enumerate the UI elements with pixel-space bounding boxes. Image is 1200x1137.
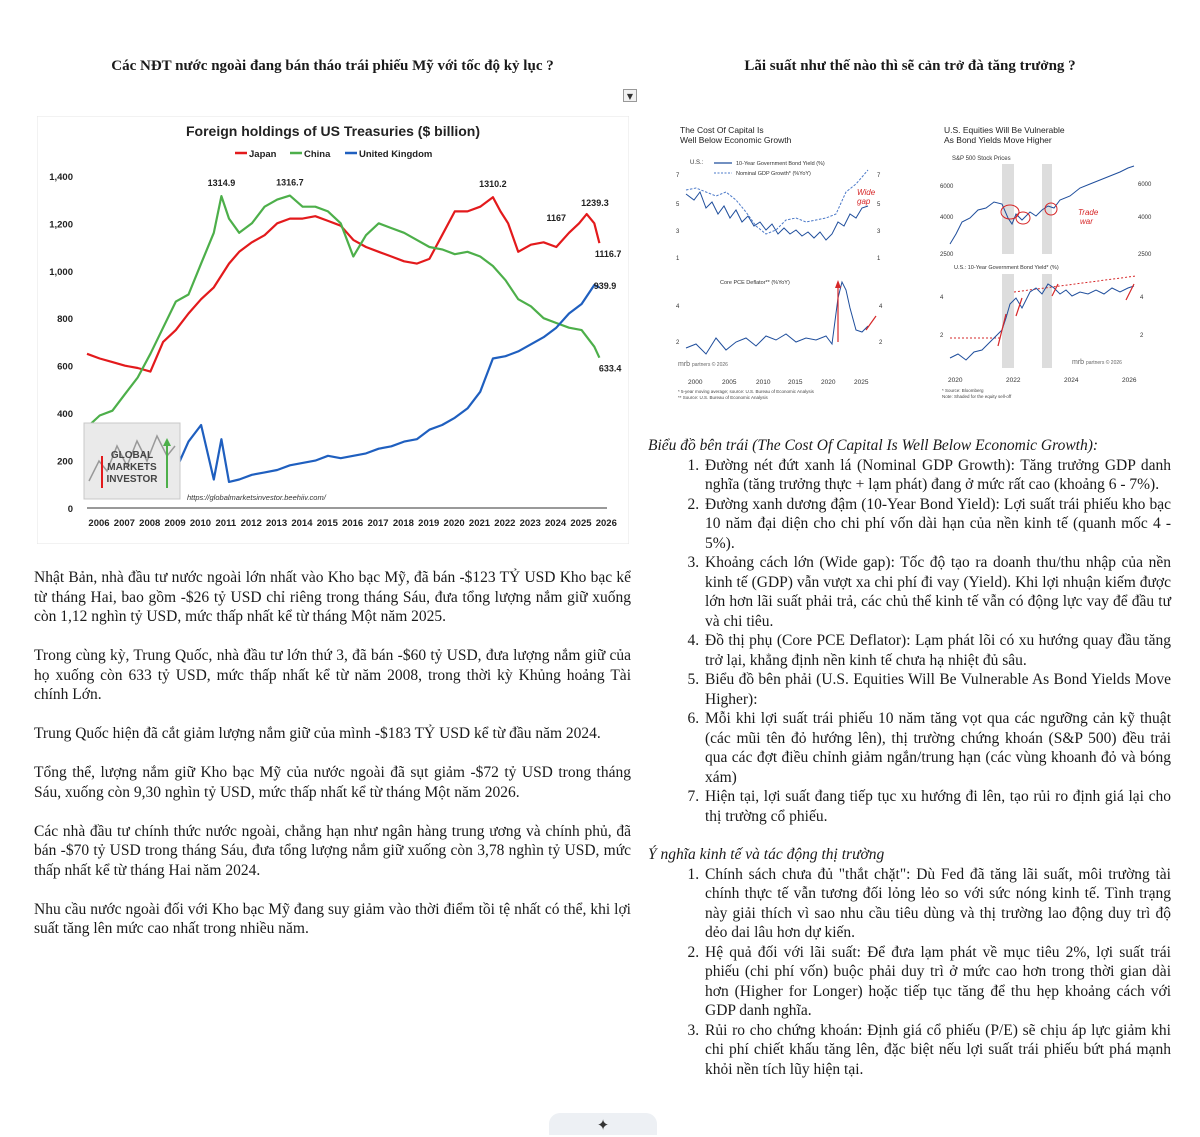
list-item: 3. Rủi ro cho chứng khoán: Định giá cổ phiếu (P/E) sẽ chịu áp lực giảm khi chi phí chiết khấu tăng lên, đặc biệt nếu lợi suất trái phiếu bứt phá mạnh khỏi nền tích lũy hiện tại. xyxy=(703,1021,1171,1080)
x-tick-label: 2023 xyxy=(519,518,541,529)
chart-source-url: https://globalmarketsinvestor.beehiiv.com/ xyxy=(187,493,326,502)
list-item: 2. Hệ quả đối với lãi suất: Để đưa lạm phát về mục tiêu 2%, lợi suất trái phiếu (chi phí vốn) buộc phải duy trì ở mức cao hơn trong thời gian dài hơn (Higher for Longer) hoặc tiếp tục tăng để thu hẹp khoảng cách với GDP danh nghĩa. xyxy=(703,943,1171,1021)
left-paragraph: Nhật Bản, nhà đầu tư nước ngoài lớn nhất vào Kho bạc Mỹ, đã bán -$123 TỶ USD Kho bạc kể từ tháng Hai, bao gồm -$26 tỷ USD chỉ riêng trong tháng Sáu, đưa tổng lượng nắm giữ xuống còn 1,12 nghìn tỷ USD, mức thấp nhất kể từ tháng Một năm 2025. xyxy=(34,569,631,625)
x-tick-label: 2020 xyxy=(443,518,465,529)
svg-text:2024: 2024 xyxy=(1064,377,1079,384)
data-label: 939.9 xyxy=(593,281,617,292)
list-item: 2. Đường xanh dương đậm (10-Year Bond Yield): Lợi suất trái phiếu kho bạc 10 năm đại diện cho chi phí vốn dài hạn của nền kinh tế (quanh mốc 4 - 5%). xyxy=(703,495,1171,554)
x-tick-label: 2006 xyxy=(88,518,110,529)
svg-text:2026: 2026 xyxy=(1122,377,1137,384)
svg-text:6000: 6000 xyxy=(940,184,954,190)
sc2-brand: mrb partners © 2026 xyxy=(1072,359,1122,366)
sc1-footnote-2: ** Source: U.S. Bureau of Economic Analysis xyxy=(678,395,768,400)
data-label: 1116.7 xyxy=(594,249,622,260)
svg-text:6000: 6000 xyxy=(1138,182,1152,188)
x-tick-label: 2013 xyxy=(265,518,288,529)
data-label: 1239.3 xyxy=(581,197,609,208)
y-tick-label: 1,000 xyxy=(49,266,73,278)
equities-vulnerable-chart xyxy=(940,122,1162,400)
right-article xyxy=(648,436,1171,1098)
svg-text:5: 5 xyxy=(676,202,680,208)
svg-text:4: 4 xyxy=(1140,295,1144,301)
x-tick-label: 2026 xyxy=(595,518,617,529)
watermark-text: GLOBAL MARKETS INVESTOR xyxy=(106,450,158,485)
y-tick-label: 200 xyxy=(57,456,73,468)
x-tick-label: 2022 xyxy=(494,518,516,529)
y-tick-label: 800 xyxy=(57,314,73,326)
data-label: 633.4 xyxy=(598,363,622,374)
sc2-footnote-1: * Source: Bloomberg xyxy=(942,388,984,393)
sc2-title: U.S. Equities Will Be Vulnerable As Bond Yields Move Higher xyxy=(944,125,1065,145)
left-article xyxy=(34,568,631,958)
foreign-holdings-chart xyxy=(37,116,629,544)
right-heading: Lãi suất như thế nào thì sẽ cản trở đà tăng trưởng ? xyxy=(744,58,1076,74)
sc1-region-tag: U.S.: xyxy=(690,160,704,166)
legend-label: Japan xyxy=(249,149,277,160)
x-tick-label: 2015 xyxy=(316,518,338,529)
list-item: 5. Biểu đồ bên phải (U.S. Equities Will Be Vulnerable As Bond Yields Move Higher): xyxy=(703,670,1171,709)
impact-list xyxy=(648,865,1171,1080)
svg-text:1: 1 xyxy=(676,256,680,262)
left-paragraph: Tổng thể, lượng nắm giữ Kho bạc Mỹ của nước ngoài đã sụt giảm -$72 tỷ USD trong tháng Sáu, xuống còn 9,30 nghìn tỷ USD, mức thấp nhất kể từ tháng Một năm 2026. xyxy=(34,764,631,801)
x-tick-label: 2018 xyxy=(392,518,414,529)
x-tick-label: 2011 xyxy=(215,518,237,529)
left-paragraph: Nhu cầu nước ngoài đối với Kho bạc Mỹ đang suy giảm vào thời điểm tồi tệ nhất có thể, khi lợi suất tăng lên mức cao nhất trong nhiều năm. xyxy=(34,900,631,937)
svg-text:2500: 2500 xyxy=(940,252,954,258)
svg-text:4: 4 xyxy=(940,295,944,301)
cost-of-capital-chart xyxy=(676,122,883,400)
svg-text:2015: 2015 xyxy=(788,379,803,386)
section-title-charts: Biểu đồ bên trái (The Cost Of Capital Is Well Below Economic Growth): xyxy=(648,437,1099,454)
svg-text:2020: 2020 xyxy=(948,377,963,384)
svg-text:2020: 2020 xyxy=(821,379,836,386)
list-item: 1. Đường nét đứt xanh lá (Nominal GDP Growth): Tăng trưởng GDP danh nghĩa (tăng trưởng thực + lạm phát) đang ở mức rất cao (khoảng 6 - 7%). xyxy=(703,456,1171,495)
sc1-legend-2: Nominal GDP Growth* (%YoY) xyxy=(736,171,811,177)
svg-text:4000: 4000 xyxy=(1138,215,1152,221)
sc1-footnote-1: * 5-year moving average; source: U.S. Bureau of Economic Analysis xyxy=(678,389,814,394)
y-tick-label: 0 xyxy=(67,504,73,515)
sc2-trade-war: Trade war xyxy=(1078,208,1099,226)
svg-text:2: 2 xyxy=(940,333,944,339)
x-tick-label: 2019 xyxy=(418,518,440,529)
y-tick-label: 400 xyxy=(57,409,73,421)
x-tick-label: 2021 xyxy=(468,518,491,529)
x-tick-label: 2025 xyxy=(570,518,592,529)
x-tick-label: 2008 xyxy=(139,518,161,529)
x-tick-label: 2017 xyxy=(367,518,389,529)
chart-title: Foreign holdings of US Treasuries ($ billion) xyxy=(185,123,481,139)
svg-text:4000: 4000 xyxy=(940,215,954,221)
svg-text:4: 4 xyxy=(676,304,680,310)
list-item: 3. Khoảng cách lớn (Wide gap): Tốc độ tạo ra doanh thu/thu nhập của nền kinh tế (GDP) vẫn vượt xa chi phí đi vay (Yield). Khi lợi nhuận kiếm được lớn hơn lãi suất phải trả, các chủ thể kinh tế vẫn có động lực vay để đầu tư và chi tiêu. xyxy=(703,553,1171,631)
sc2-footnote-2: Note: Shaded for the equity sell-off xyxy=(942,394,1012,399)
list-item: 4. Đồ thị phụ (Core PCE Deflator): Lạm phát lõi có xu hướng quay đầu tăng trở lại, khẳng định nền kinh tế chưa hạ nhiệt đủ sâu. xyxy=(703,631,1171,670)
sc2-panel2-label: U.S.: 10-Year Government Bond Yield* (%) xyxy=(954,265,1059,271)
svg-text:2022: 2022 xyxy=(1006,377,1021,384)
x-tick-label: 2016 xyxy=(342,518,364,529)
svg-text:1: 1 xyxy=(877,256,881,262)
list-item: 7. Hiện tại, lợi suất đang tiếp tục xu hướng đi lên, tạo rủi ro định giá lại cho thị trường cổ phiếu. xyxy=(703,787,1171,826)
x-tick-label: 2024 xyxy=(545,518,567,529)
svg-text:2000: 2000 xyxy=(688,379,703,386)
sparkle-button[interactable] xyxy=(549,1113,657,1135)
y-tick-label: 1,400 xyxy=(49,171,73,183)
svg-text:7: 7 xyxy=(877,173,881,179)
legend-label: China xyxy=(304,149,331,160)
data-label: 1316.7 xyxy=(276,177,304,188)
x-tick-label: 2009 xyxy=(164,518,186,529)
sc1-title: The Cost Of Capital Is Well Below Economic Growth xyxy=(680,125,792,145)
sparkle-icon: ✦ xyxy=(596,1116,610,1134)
sc2-panel1-label: S&P 500 Stock Prices xyxy=(952,156,1011,162)
legend-label: United Kingdom xyxy=(359,149,433,160)
x-tick-label: 2014 xyxy=(291,518,313,529)
list-item: 1. Chính sách chưa đủ "thắt chặt": Dù Fed đã tăng lãi suất, môi trường tài chính thực tế vẫn tương đối lỏng lẻo so với sức nóng kinh tế. Tình trạng này giải thích vì sao nhu cầu tiêu dùng và thị trường lao động duy trì độ dẻo dai lâu hơn dự kiến. xyxy=(703,865,1171,943)
svg-text:3: 3 xyxy=(877,229,881,235)
svg-text:2005: 2005 xyxy=(722,379,737,386)
left-heading: Các NĐT nước ngoài đang bán tháo trái phiếu Mỹ với tốc độ kỷ lục ? xyxy=(111,58,554,74)
svg-text:2010: 2010 xyxy=(756,379,771,386)
foreign-holdings-svg xyxy=(37,116,629,544)
y-tick-label: 1,200 xyxy=(49,219,73,231)
sc1-brand: mrb partners © 2026 xyxy=(678,361,728,368)
svg-text:2500: 2500 xyxy=(1138,252,1152,258)
list-item: 6. Mỗi khi lợi suất trái phiếu 10 năm tăng vọt qua các ngưỡng cản kỹ thuật (các mũi tên đỏ hướng lên), thị trường chứng khoán (S&P 500) đều trải qua các đợt điều chỉnh giảm ngắn/trung hạn (các vùng khoanh đỏ và bóng xám) xyxy=(703,709,1171,787)
svg-text:7: 7 xyxy=(676,173,680,179)
data-label: 1314.9 xyxy=(207,178,236,189)
watermark-logo xyxy=(84,423,180,499)
chart-explanation-list xyxy=(648,456,1171,827)
x-tick-label: 2012 xyxy=(240,518,262,529)
svg-text:2: 2 xyxy=(1140,333,1144,339)
left-paragraph: Trung Quốc hiện đã cắt giảm lượng nắm giữ của mình -$183 TỶ USD kể từ đầu năm 2024. xyxy=(34,725,601,742)
sc1-legend-1: 10-Year Government Bond Yield (%) xyxy=(736,161,825,167)
chevron-down-icon[interactable]: ▼ xyxy=(623,89,637,102)
sc1-wide-gap: Wide gap xyxy=(857,188,876,206)
x-tick-label: 2010 xyxy=(189,518,212,529)
sc1-panel2-label: Core PCE Deflator** (%YoY) xyxy=(720,280,790,286)
section-title-impact: Ý nghĩa kinh tế và tác động thị trường xyxy=(648,846,885,863)
svg-text:5: 5 xyxy=(877,202,881,208)
data-label: 1167 xyxy=(546,213,567,224)
svg-text:3: 3 xyxy=(676,229,680,235)
data-label: 1310.2 xyxy=(479,179,507,190)
svg-text:2: 2 xyxy=(879,340,883,346)
left-paragraph: Các nhà đầu tư chính thức nước ngoài, chẳng hạn như ngân hàng trung ương và chính phủ, đã bán -$70 tỷ USD trong tháng Sáu, đưa tổng lượng nắm giữ xuống còn 3,78 nghìn tỷ USD, mức thấp nhất kể từ tháng Hai năm 2024. xyxy=(34,822,631,879)
y-tick-label: 600 xyxy=(57,361,73,373)
x-tick-label: 2007 xyxy=(113,518,135,529)
svg-text:4: 4 xyxy=(879,304,883,310)
left-paragraph: Trong cùng kỳ, Trung Quốc, nhà đầu tư lớn thứ 3, đã bán -$60 tỷ USD, đưa lượng nắm giữ của họ xuống còn 633 tỷ USD, mức thấp nhất kể từ năm 2008, trong thời kỳ Khủng hoảng Tài chính Lớn. xyxy=(34,647,631,703)
svg-text:2: 2 xyxy=(676,340,680,346)
svg-text:2025: 2025 xyxy=(854,379,869,386)
